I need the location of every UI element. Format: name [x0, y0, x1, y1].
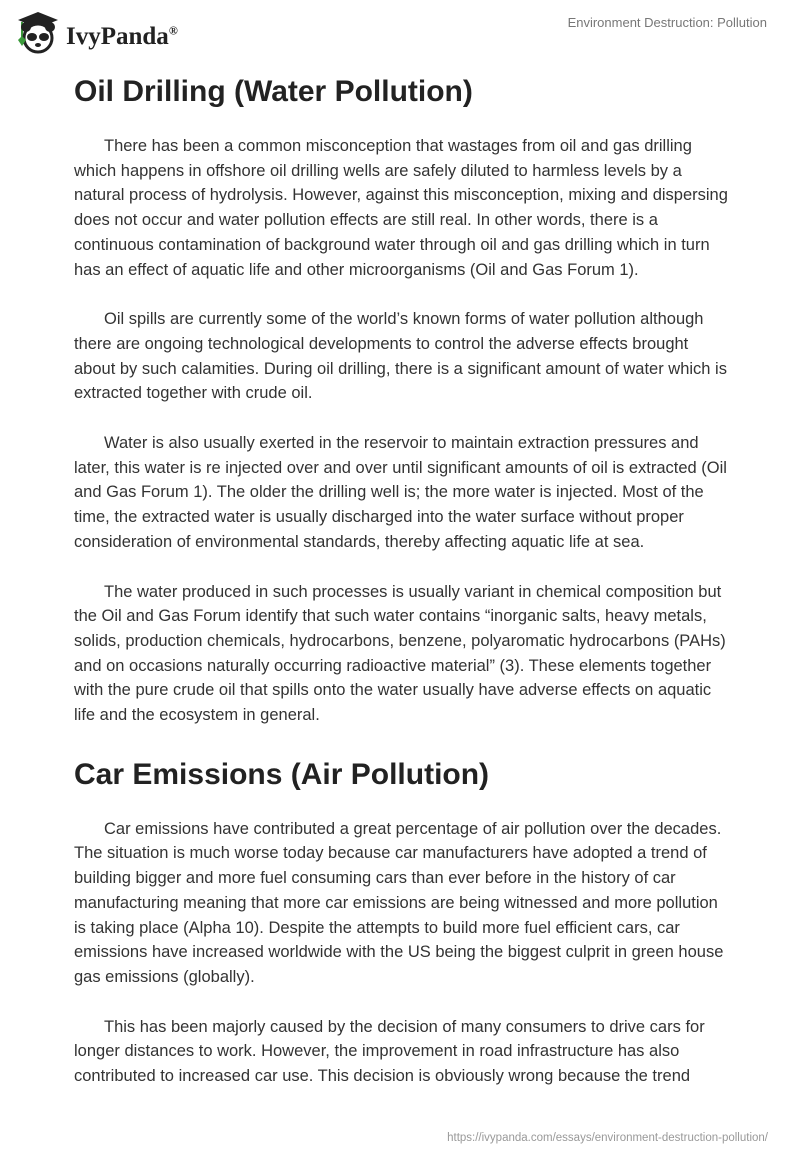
- source-url-link[interactable]: https://ivypanda.com/essays/environment-destruction-pollution/: [447, 1132, 768, 1144]
- panda-graduate-icon: [12, 10, 60, 54]
- paragraph: The water produced in such processes is usually variant in chemical composition but the Oil and Gas Forum identify that such water contains “inorganic salts, heavy metals, solids, production chemicals, hydrocarbons, benzene, polyaromatic hydrocarbons (PAHs) and on occasions naturally occurring radioactive material” (3). These elements together with the pure crude oil that spills onto the water usually have adverse effects on aquatic life and the ecosystem in general.: [74, 582, 726, 725]
- document-title: Environment Destruction: Pollution: [567, 15, 767, 30]
- paragraph: This has been majorly caused by the decision of many consumers to drive cars for longer distances to work. However, the improvement in road infrastructure has also contributed to increased car use. This decision is obviously wrong because the trend: [74, 1017, 705, 1086]
- paragraph: Car emissions have contributed a great percentage of air pollution over the decades. The situation is much worse today because car manufacturers have adopted a trend of building bigger and more fuel consuming cars than ever before in the history of car manufacturing meaning that more car emissions are being witnessed and more pollution is taking place (Alpha 10). Despite the attempts to build more fuel efficient cars, car emissions have increased worldwide with the US being the biggest culprit in green house gas emissions (globally).: [74, 819, 724, 986]
- paragraph: Water is also usually exerted in the reservoir to maintain extraction pressures and later, this water is re injected over and over until significant amounts of oil is extracted (Oil and Gas Forum 1). The older the drilling well is; the more water is injected. Most of the time, the extracted water is usually discharged into the water surface without proper consideration of environmental standards, thereby affecting aquatic life at sea.: [74, 434, 727, 551]
- paragraph: There has been a common misconception that wastages from oil and gas drilling which happens in offshore oil drilling wells are safely diluted to harmless levels by a natural process of hydrolysis. However, against this misconception, mixing and dispersing does not occur and water pollution effects are still real. In other words, there is a continuous contamination of background water through oil and gas drilling which in turn has an effect of aquatic life and other microorganisms (Oil and Gas Forum 1).: [74, 137, 728, 279]
- section-heading: Car Emissions (Air Pollution): [74, 757, 490, 791]
- logo-text: IvyPanda®: [66, 23, 178, 50]
- paragraph: Oil spills are currently some of the world’s known forms of water pollution although there are ongoing technological developments to control the adverse effects brought about by such calamities. During oil drilling, there is a significant amount of water which is extracted together with crude oil.: [74, 310, 727, 403]
- section-heading: Oil Drilling (Water Pollution): [74, 75, 473, 108]
- essay-content: [74, 70, 730, 1114]
- ivypanda-logo[interactable]: [12, 10, 178, 54]
